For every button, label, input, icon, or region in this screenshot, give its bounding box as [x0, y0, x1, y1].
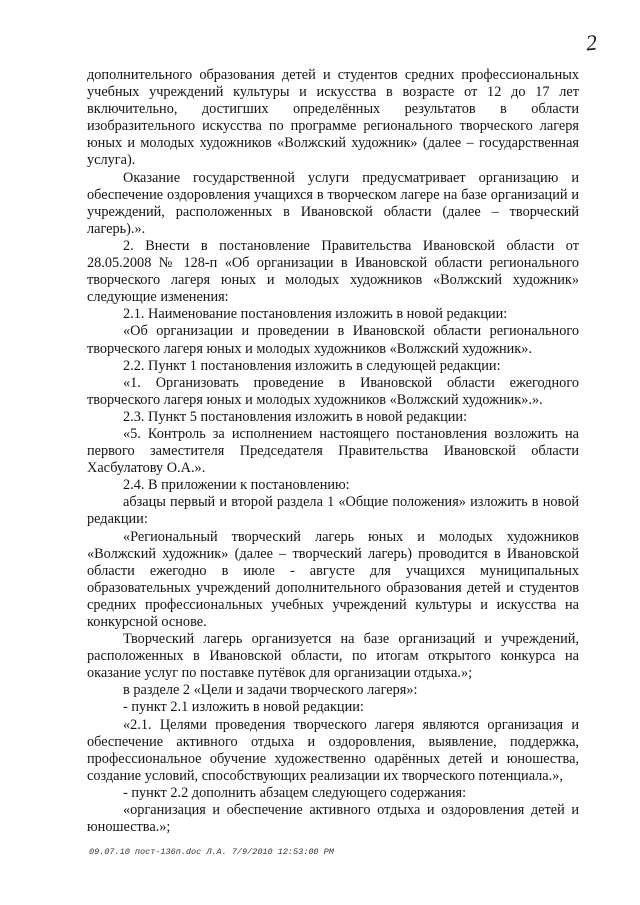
paragraph-18: «организация и обеспечение активного отдыха и оздоровления детей и юношества.»;	[87, 802, 579, 836]
paragraph-17: - пункт 2.2 дополнить абзацем следующего содержания:	[123, 784, 467, 801]
page-number: 2	[584, 29, 599, 56]
paragraph-8: 2.3. Пункт 5 постановления изложить в новой редакции:	[123, 408, 468, 425]
paragraph-4: 2.1. Наименование постановления изложить в новой редакции:	[123, 306, 508, 323]
paragraph-2: Оказание государственной услуги предусматривает организацию и обеспечение оздоровления учащихся в творческом лагере на базе организаций и учреждений, расположенных в Ивановской области (далее – творческий лагерь).».	[87, 169, 579, 237]
paragraph-5: «Об организации и проведении в Ивановской области регионального творческого лагеря юных и молодых художников «Волжский художник».	[87, 323, 579, 357]
paragraph-12: «Региональный творческий лагерь юных и молодых художников «Волжский художник» (далее – творческий лагерь) проводится в Ивановской области ежегодно в июле - августе для учащихся муниципальных образовательных учреждений дополнительного образования детей и студентов средних профессиональных учебных учреждений культуры и искусства на конкурсной основе.	[87, 528, 579, 630]
paragraph-10: 2.4. В приложении к постановлению:	[123, 477, 350, 494]
paragraph-9: «5. Контроль за исполнением настоящего постановления возложить на первого заместителя Председателя Правительства Ивановской области Хасбулатову О.А.».	[87, 425, 579, 477]
paragraph-1: дополнительного образования детей и студентов средних профессиональных учебных учреждений культуры и искусства в возрасте от 12 до 17 лет включительно, достигших определённых результатов в области изобразительного искусства по программе регионального творческого лагеря юных и молодых художников «Волжский художник» (далее – государственная услуга).	[87, 67, 579, 169]
paragraph-6: 2.2. Пункт 1 постановления изложить в следующей редакции:	[123, 357, 501, 374]
paragraph-7: «1. Организовать проведение в Ивановской области ежегодного творческого лагеря юных и молодых художников «Волжский художник».».	[87, 374, 579, 408]
footer-file-info: 09.07.10 пост-136п.doc Л.А. 7/9/2010 12:53:00 PM	[89, 847, 334, 857]
paragraph-16: «2.1. Целями проведения творческого лагеря являются организация и обеспечение активного отдыха и оздоровления, выявление, поддержка, профессиональное обучение художественно одарённых детей и юношества, создание условий, способствующих реализации их творческого потенциала.»,	[87, 716, 579, 784]
paragraph-11: абзацы первый и второй раздела 1 «Общие положения» изложить в новой редакции:	[87, 494, 579, 528]
paragraph-13: Творческий лагерь организуется на базе организаций и учреждений, расположенных в Ивановской области, по итогам открытого конкурса на оказание услуг по поставке путёвок для организации отдыха.»;	[87, 631, 579, 682]
paragraph-3: 2. Внести в постановление Правительства Ивановской области от 28.05.2008 № 128-п «Об организации в Ивановской области регионального творческого лагеря юных и молодых художников «Волжский художник» следующие изменения:	[87, 237, 579, 306]
paragraph-14: в разделе 2 «Цели и задачи творческого лагеря»:	[123, 682, 418, 699]
document-body	[87, 67, 579, 836]
paragraph-15: - пункт 2.1 изложить в новой редакции:	[123, 699, 364, 716]
